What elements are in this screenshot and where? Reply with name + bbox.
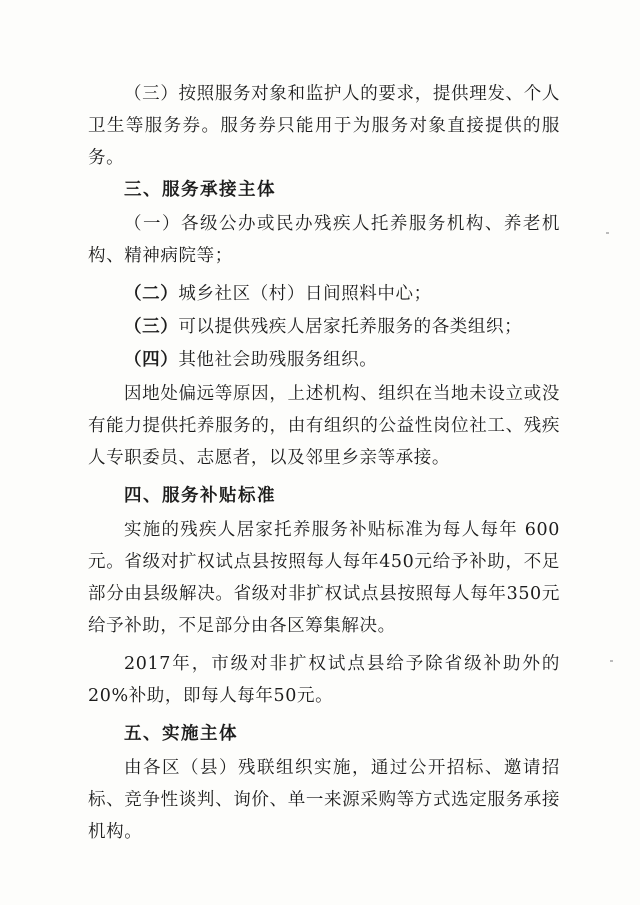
item-institutions: （一）各级公办或民办残疾人托养服务机构、养老机构、精神病院等； xyxy=(88,214,560,266)
item-text: 可以提供残疾人居家托养服务的各类组织； xyxy=(178,317,523,337)
paragraph-implementation: 由各区（县）残联组织实施，通过公开招标、邀请招标、竞争性谈判、询价、单一来源采购等方式选定服务承接机构。 xyxy=(88,758,560,842)
paragraph-remote-areas: 因地处偏远等原因，上述机构、组织在当地未设立或没有能力提供托养服务的，由有组织的公益性岗位社工、残疾人专职委员、志愿者，以及邻里乡亲等承接。 xyxy=(88,384,560,468)
item-text: 城乡社区（村）日间照料中心； xyxy=(178,284,432,304)
item-label: （二） xyxy=(124,284,179,304)
heading-implementing-body: 五、实施主体 xyxy=(124,724,238,744)
scan-mark xyxy=(610,660,613,662)
item-text: 其他社会助残服务组织。 xyxy=(178,350,378,370)
paragraph-city-subsidy: 2017年，市级对非扩权试点县给予除省级补助外的20%补助，即每人每年50元。 xyxy=(88,654,560,706)
item-label: （四） xyxy=(124,350,179,370)
paragraph-subsidy-amounts: 实施的残疾人居家托养服务补贴标准为每人每年 600元。省级对扩权试点县按照每人每年450元给予补助，不足部分由县级解决。省级对非扩权试点县按照每人每年350元给予补助，不足部分由各区筹集解决。 xyxy=(88,520,560,636)
item-home-care-orgs xyxy=(124,311,522,343)
heading-service-provider: 三、服务承接主体 xyxy=(124,180,276,200)
heading-subsidy-standard: 四、服务补贴标准 xyxy=(124,486,276,506)
paragraph-service-voucher: （三）按照服务对象和监护人的要求，提供理发、个人卫生等服务券。服务券只能用于为服务对象直接提供的服务。 xyxy=(88,84,560,168)
item-label: （三） xyxy=(124,317,179,337)
scan-mark xyxy=(606,232,609,234)
item-social-orgs xyxy=(124,344,377,376)
item-community-center xyxy=(124,278,432,310)
